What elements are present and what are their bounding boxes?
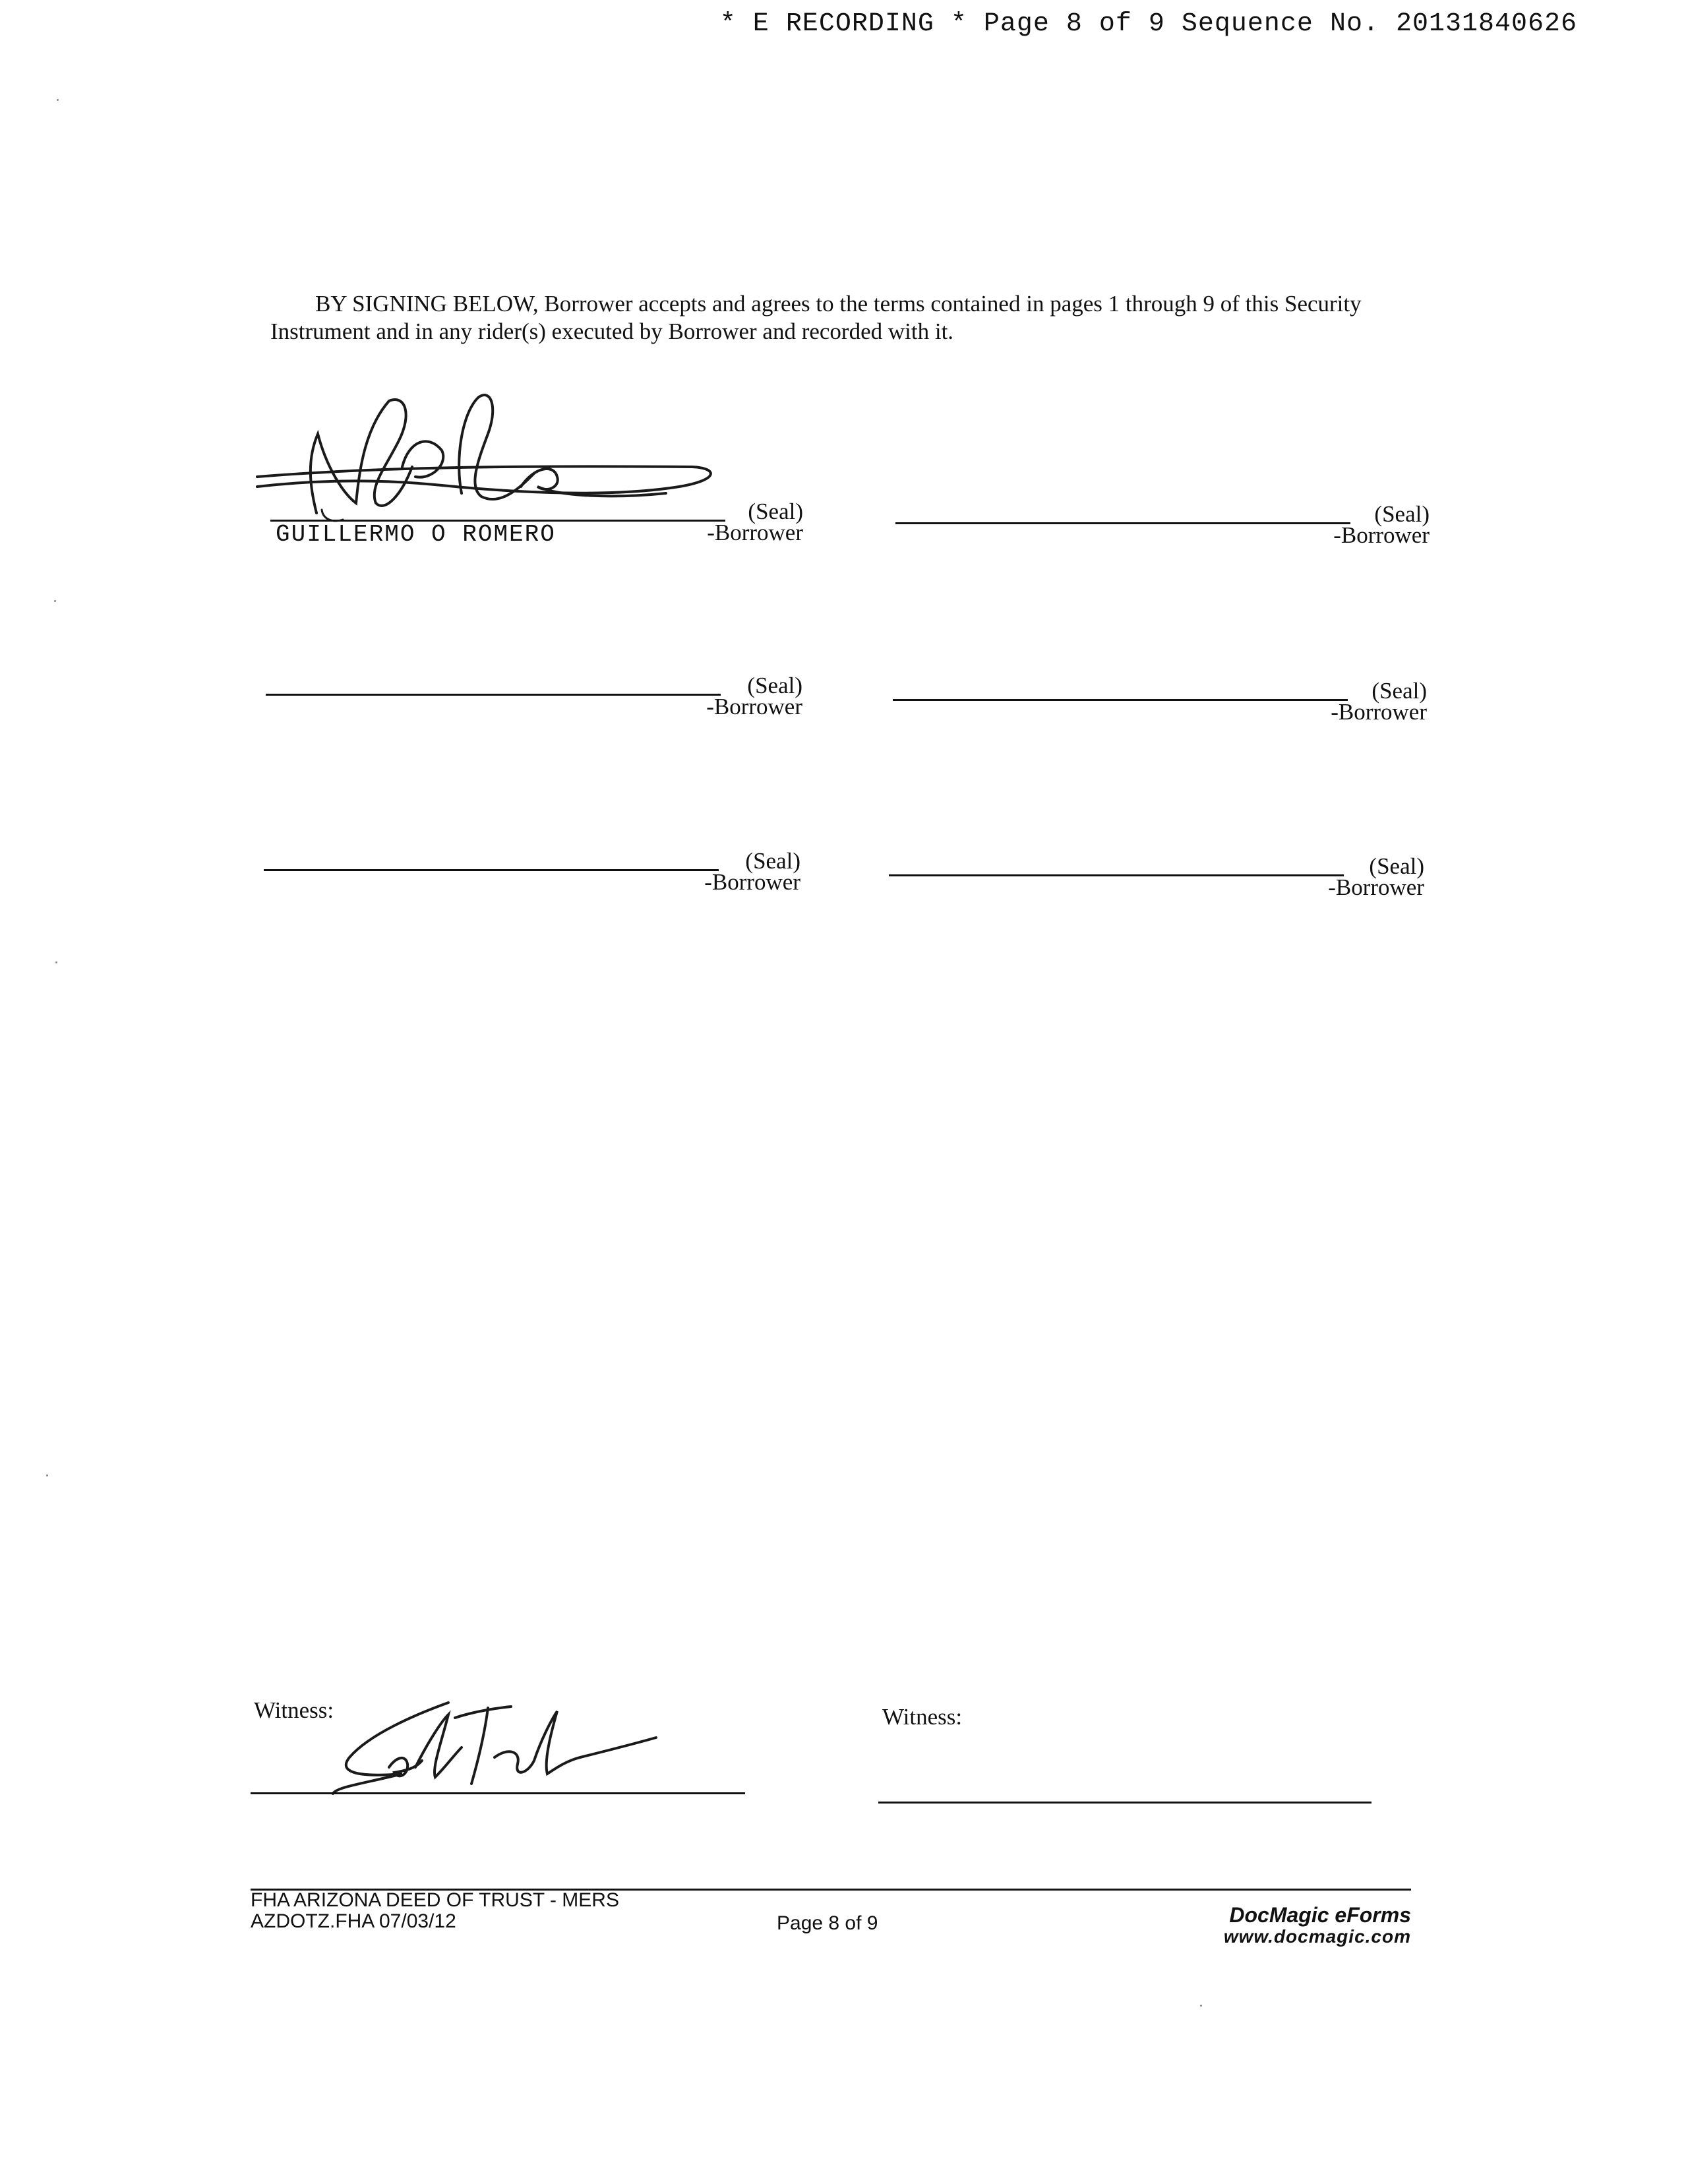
- borrower-role-label: -Borrower: [704, 869, 800, 895]
- footer-form-title: FHA ARIZONA DEED OF TRUST - MERS: [251, 1889, 619, 1911]
- witness-signature-line-2: [878, 1802, 1372, 1804]
- footer-branding: [1224, 1903, 1411, 1947]
- borrower-handwritten-signature: [244, 388, 745, 533]
- scan-speck: [57, 99, 59, 101]
- docmagic-url: www.docmagic.com: [1223, 1926, 1411, 1947]
- borrower-role-label: -Borrower: [707, 520, 803, 545]
- borrower-printed-name: GUILLERMO O ROMERO: [276, 521, 556, 548]
- witness-handwritten-signature: [323, 1695, 666, 1807]
- borrower-role-label: -Borrower: [706, 694, 802, 719]
- scan-speck: [55, 961, 57, 963]
- signing-statement: BY SIGNING BELOW, Borrower accepts and agrees to the terms contained in pages 1 through 9 of this Security Instrument and in any rider(s) executed by Borrower and recorded with it.: [270, 291, 1362, 344]
- borrower-signature-block-4: [893, 678, 1427, 758]
- seal-label: (Seal): [748, 499, 803, 524]
- docmagic-logo: DocMagic eForms: [1229, 1903, 1411, 1927]
- seal-label: (Seal): [745, 848, 800, 874]
- witness-label-1: Witness:: [254, 1697, 334, 1723]
- seal-label: (Seal): [1372, 678, 1427, 704]
- recording-stamp: * E RECORDING * Page 8 of 9 Sequence No. 20131840626: [719, 9, 1577, 39]
- seal-label: (Seal): [1369, 853, 1424, 879]
- borrower-role-label: -Borrower: [1328, 874, 1424, 900]
- scan-speck: [54, 600, 56, 602]
- footer-form-info: [251, 1890, 619, 1932]
- footer-page-number: Page 8 of 9: [777, 1912, 878, 1934]
- witness-signature-line-1: [251, 1792, 745, 1794]
- borrower-signature-block-6: [889, 853, 1424, 934]
- borrower-signature-line: [895, 522, 1350, 524]
- borrower-signature-line: [893, 699, 1348, 701]
- borrower-signature-block-5: [264, 848, 800, 928]
- borrower-role-label: -Borrower: [1333, 522, 1430, 548]
- borrower-signature-block-1: [270, 499, 803, 579]
- borrower-signature-line: [266, 694, 721, 696]
- borrower-role-label: -Borrower: [1331, 699, 1427, 725]
- scan-speck: [1200, 2005, 1202, 2007]
- borrower-signature-block-3: [266, 673, 802, 753]
- scan-speck: [46, 1474, 48, 1476]
- borrower-signature-block-2: [895, 501, 1430, 582]
- seal-label: (Seal): [747, 673, 802, 698]
- footer-form-code: AZDOTZ.FHA 07/03/12: [251, 1910, 456, 1932]
- borrower-signature-line: [889, 874, 1344, 876]
- witness-label-2: Witness:: [882, 1704, 963, 1730]
- seal-label: (Seal): [1374, 501, 1430, 527]
- borrower-signature-line: [264, 869, 719, 871]
